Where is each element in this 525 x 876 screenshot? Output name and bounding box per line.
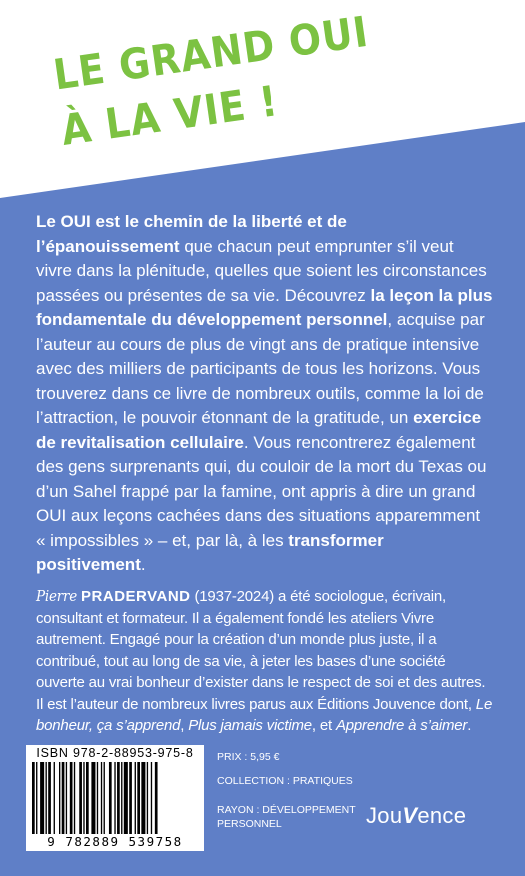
blurb-text-1: que chacun peut emprunter s’il veut vivre dans la plénitude, quelles que soient les circonstances passées ou présentes de sa vie. Découvrez [36,236,487,305]
bio-end: . [467,717,472,734]
barcode-bar [86,762,89,834]
barcode-bar [124,762,128,834]
barcode-bar [117,762,120,834]
isbn-barcode [26,745,204,851]
barcode-bar [137,762,140,834]
barcode-bar [59,762,60,834]
barcode-bar [155,762,158,834]
bio-sep-1: , [180,717,189,734]
barcode-bar [109,762,112,834]
rayon-label: RAYON : DÉVELOPPEMENT PERSONNEL [217,804,356,830]
barcode-bar [151,762,152,834]
title-line-2: À LA VIE ! [58,76,282,155]
isbn-label: ISBN 978-2-88953-975-8 [36,746,194,760]
barcode-bar [104,762,105,834]
logo-part-1: Jou [366,803,403,828]
barcode-bar [141,762,145,834]
barcode-bar [129,762,132,834]
barcode-bar [91,762,95,834]
bio-sep-2: , et [311,717,336,734]
barcode-bars [32,762,198,834]
blurb-text-2: , acquise par l’auteur au cours de plus de vingt ans de pratique intensive avec des milliers de participants de tous les horizons. Vous trouverez dans ce livre de nombreux outils, comme la loi de l’attraction, le pouvoir étonnant de la gratitude, un [36,310,485,427]
barcode-bar [79,762,82,834]
barcode-digits: 9 782889 539758 [47,834,183,849]
barcode-bar [121,762,122,834]
blurb-text-3: . Vous rencontrerez également des gens surprenants qui, du couloir de la mort du Texas ou d’un Sahel frappé par la famine, ont appris à dire un grand OUI aux leçons cachées dans des situations apparemment « impossibles » – et, par là, à les [36,432,487,550]
barcode-bar [54,762,55,834]
book-title-1: Le bonheur, ça s’apprend [36,695,493,734]
bio-text: (1937-2024) a été sociologue, écrivain, consultant et formateur. Il a également fondé les ateliers Vivre autrement. Engagé pour la création d’un monde plus juste, il a contribué, tout au long de sa vie, à jeter les bases d’une société ouverte au vrai bonheur d’exister dans le respect de soi et des autres. Il est l’auteur de nombreux livres parus aux Éditions Jouvence dont, [36,588,486,713]
blurb-paragraph [36,210,494,578]
barcode-bar [32,762,35,834]
book-title-3: Apprendre à s’aimer [335,717,468,734]
barcode-bar [40,762,44,834]
logo-part-2: V [402,803,418,828]
title-line-1: LE GRAND OUI [50,6,372,100]
barcode-bar [62,762,65,834]
book-title-2: Plus jamais victime [188,717,312,734]
barcode-bar [70,762,73,834]
barcode-bar [97,762,98,834]
barcode-bar [147,762,148,834]
author-first-name: Pierre [36,587,78,605]
barcode-bar [114,762,115,834]
author-bio [36,586,496,737]
barcode-bar [46,762,47,834]
barcode-bar [74,762,75,834]
publisher-logo [366,803,466,829]
blurb-bold-3: exercice de revitalisation cellulaire [36,408,482,452]
barcode-bar [83,762,84,834]
barcode-bar [101,762,102,834]
barcode-bar [135,762,136,834]
collection-label: COLLECTION : PRATIQUES [217,775,353,787]
blurb-bold-4: transformer positivement [36,530,384,574]
blurb-bold-1: Le OUI est le chemin de la liberté et de l’épanouissement [36,212,347,256]
author-last-name: PRADERVAND [81,588,191,605]
barcode-bar [48,762,51,834]
barcode-bar [66,762,67,834]
price-label: PRIX : 5,95 € [217,751,280,763]
logo-part-3: ence [417,803,467,828]
blurb-bold-2: la leçon la plus fondamentale du développement personnel [36,285,493,329]
blurb-text-4: . [140,555,146,574]
barcode-bar [36,762,37,834]
